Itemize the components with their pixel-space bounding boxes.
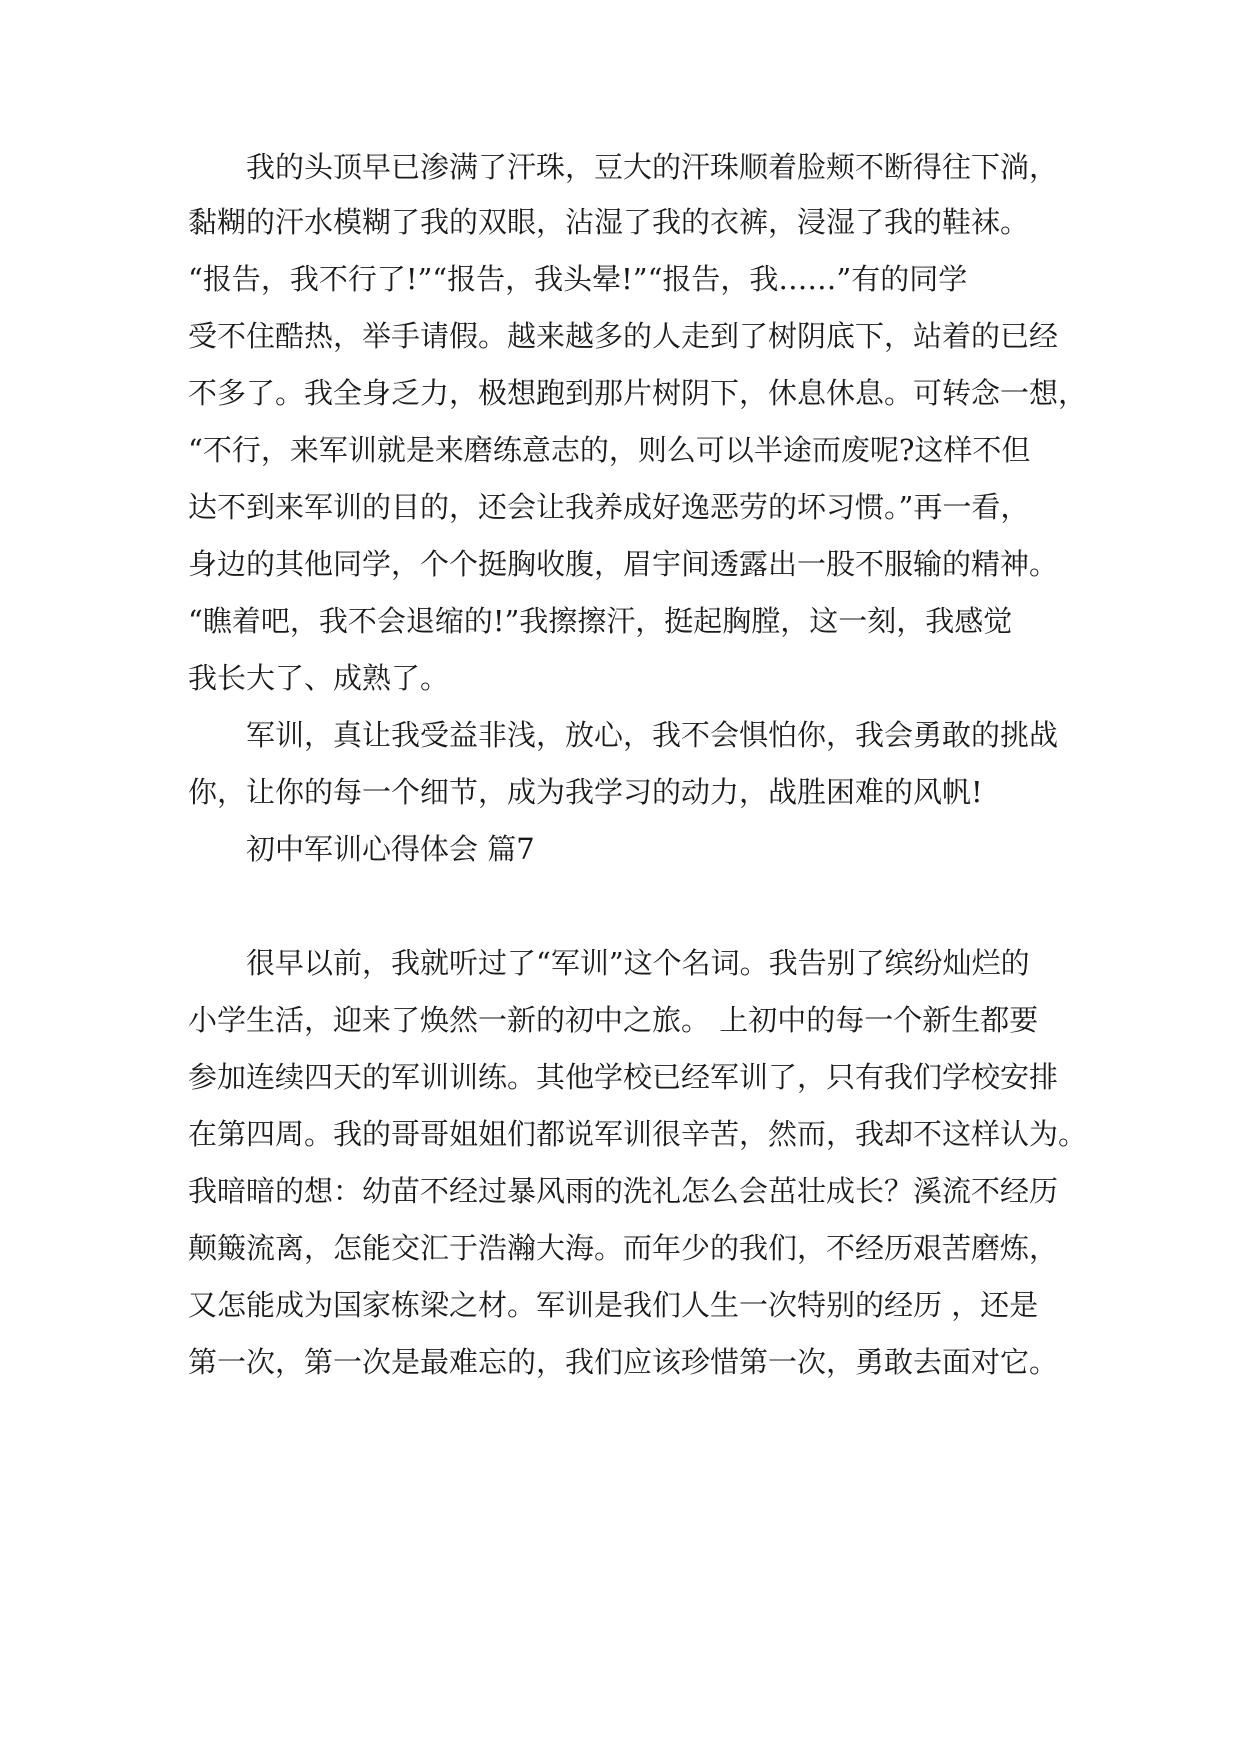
paragraph-line: “瞧着吧，我不会退缩的!”我擦擦汗，挺起胸膛，这一刻，我感觉 (188, 604, 1013, 638)
paragraph-line: 很早以前，我就听过了“军训”这个名词。我告别了缤纷灿烂的 (246, 946, 1030, 980)
section-heading: 初中军训心得体会 篇7 (246, 832, 535, 866)
paragraph-line: “不行，来军训就是来磨练意志的，则么可以半途而废呢?这样不但 (188, 433, 1031, 467)
paragraph-line: 第一次，第一次是最难忘的，我们应该珍惜第一次，勇敢去面对它。 (188, 1345, 1059, 1379)
paragraph-line: 我长大了、成熟了。 (188, 661, 450, 695)
paragraph-line: 小学生活，迎来了焕然一新的初中之旅。 上初中的每一个新生都要 (188, 1003, 1039, 1037)
paragraph-line: 达不到来军训的目的，还会让我养成好逸恶劳的坏习惯。”再一看， (188, 490, 1030, 524)
paragraph-line: 参加连续四天的军训训练。其他学校已经军训了，只有我们学校安排 (188, 1060, 1059, 1094)
paragraph-line: 颠簸流离，怎能交汇于浩瀚大海。而年少的我们，不经历艰苦磨炼， (188, 1231, 1059, 1265)
paragraph-line: 军训，真让我受益非浅，放心，我不会惧怕你，我会勇敢的挑战 (246, 718, 1059, 752)
paragraph-line: 不多了。我全身乏力，极想跑到那片树阴下，休息休息。可转念一想， (188, 376, 1088, 410)
paragraph-line: 受不住酷热，举手请假。越来越多的人走到了树阴底下，站着的已经 (188, 319, 1059, 353)
paragraph-line: 身边的其他同学，个个挺胸收腹，眉宇间透露出一股不服输的精神。 (188, 547, 1059, 581)
paragraph-line: 我的头顶早已渗满了汗珠，豆大的汗珠顺着脸颊不断得往下淌， (246, 150, 1059, 184)
paragraph-line: 又怎能成为国家栋梁之材。军训是我们人生一次特别的经历 ，还是 (188, 1288, 1039, 1322)
paragraph-line: 我暗暗的想：幼苗不经过暴风雨的洗礼怎么会茁壮成长？溪流不经历 (188, 1174, 1059, 1208)
paragraph-line: 在第四周。我的哥哥姐姐们都说军训很辛苦，然而，我却不这样认为。 (188, 1117, 1088, 1151)
paragraph-line: 你，让你的每一个细节，成为我学习的动力，战胜困难的风帆! (188, 775, 983, 809)
paragraph-line: “报告，我不行了!”“报告，我头晕!”“报告，我……”有的同学 (188, 262, 968, 296)
paragraph-line: 黏糊的汗水模糊了我的双眼，沾湿了我的衣裤，浸湿了我的鞋袜。 (188, 205, 1030, 239)
